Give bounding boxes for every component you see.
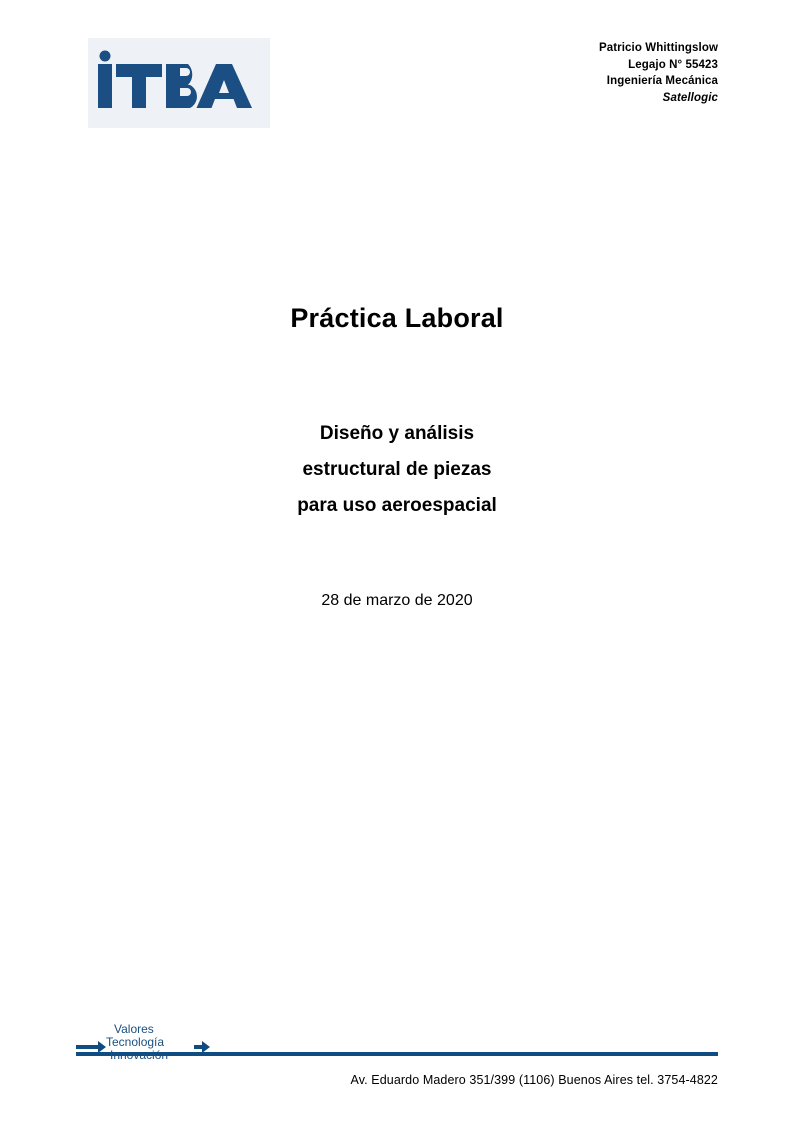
- tagline-line-3-text: Innovación: [110, 1048, 169, 1062]
- author-program: Ingeniería Mecánica: [606, 75, 718, 87]
- itba-tagline-logo: [76, 1019, 216, 1065]
- footer-address: Av. Eduardo Madero 351/399 (1106) Buenos Aires tel. 3754-4822: [350, 1073, 718, 1087]
- subtitle-line-1: Diseño y análisis: [319, 423, 475, 444]
- author-company: Satellogic: [662, 91, 718, 104]
- author-name: Patricio Whittingslow: [598, 42, 718, 54]
- page-header: [0, 0, 794, 150]
- author-meta-block: [599, 40, 718, 106]
- page-title: Práctica Laboral: [290, 303, 504, 333]
- itba-logo: [88, 38, 270, 128]
- page-footer: [0, 1003, 794, 1123]
- subtitle-line-2: estructural de piezas: [302, 459, 492, 480]
- tagline-line-1-text: Valores: [114, 1022, 154, 1036]
- document-date: 28 de marzo de 2020: [321, 592, 473, 609]
- author-id: Legajo N° 55423: [628, 58, 718, 71]
- title-block: [0, 300, 794, 612]
- tagline-line-2-text: Tecnología: [106, 1035, 165, 1049]
- subtitle-line-3: para uso aeroespacial: [297, 495, 497, 516]
- itba-logo-icon: [94, 48, 264, 118]
- tagline-icon: [76, 1019, 216, 1065]
- document-subtitle: [0, 416, 794, 524]
